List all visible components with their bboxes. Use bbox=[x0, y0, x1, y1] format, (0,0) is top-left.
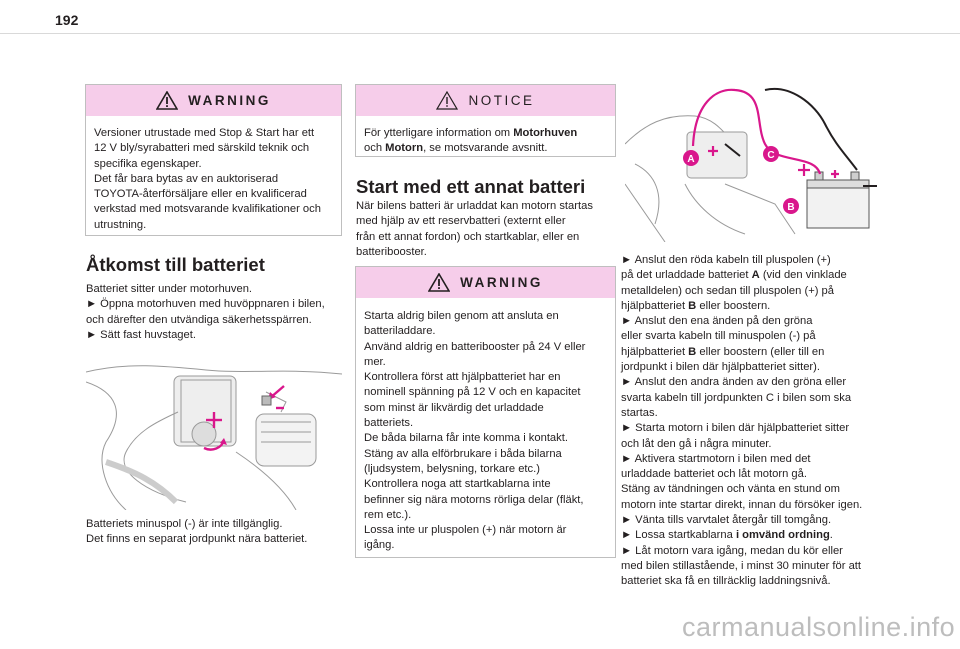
instruction-line: ► Lossa startkablarna i omvänd ordning. bbox=[621, 529, 833, 542]
jump-start-diagram bbox=[625, 84, 883, 242]
warning-body bbox=[86, 116, 341, 241]
warning-line: verkstad med motsvarande kvalifikationer och bbox=[94, 203, 321, 216]
warning-line: De båda bilarna får inte komma i kontakt. bbox=[364, 432, 568, 445]
notice-bold-term: Motorn bbox=[385, 142, 424, 155]
warning-line: utrustning. bbox=[94, 218, 147, 231]
warning-line: igång. bbox=[364, 539, 395, 552]
notice-body bbox=[356, 116, 615, 165]
notice-bold-term: Motorhuven bbox=[513, 127, 578, 139]
warning-line: Stäng av alla elförbrukare i båda bilarna bbox=[364, 447, 562, 460]
diagram-label-a: A bbox=[687, 154, 695, 165]
warning-box-header bbox=[356, 267, 615, 298]
instruction-line: ► Öppna motorhuven med huvöppnaren i bilen, bbox=[86, 298, 325, 311]
instruction-line: och låt den gå i några minuter. bbox=[621, 437, 772, 450]
instruction-line: med bilen stillastående, i minst 30 minuter för att bbox=[621, 559, 862, 572]
warning-line: Starta aldrig bilen genom att ansluta en bbox=[364, 310, 559, 322]
section-heading-battery-access: Åtkomst till batteriet bbox=[86, 254, 265, 275]
warning-line: Det får bara bytas av en auktoriserad bbox=[94, 172, 279, 185]
instruction-line: ► Låt motorn vara igång, medan du kör eller bbox=[621, 544, 843, 557]
engine-bay-illustration bbox=[86, 352, 342, 510]
instruction-line: motorn inte startar direkt, innan du försöker igen. bbox=[621, 498, 863, 511]
instruction-line: ► Starta motorn i bilen där hjälpbatteriet sitter bbox=[621, 422, 850, 435]
intro-line: batteribooster. bbox=[356, 245, 427, 258]
warning-box-battery-type bbox=[85, 84, 342, 236]
instruction-line: ► Aktivera startmotorn i bilen med det bbox=[621, 452, 811, 465]
intro-line: med hjälp av ett reservbatteri (externt eller bbox=[356, 215, 566, 228]
instruction-line: urladdade batteriet och låt motorn gå. bbox=[621, 468, 807, 481]
intro-line: från ett annat fordon) och startkablar, eller en bbox=[356, 230, 580, 243]
instruction-line: batteriet ska få en tillräcklig laddningsnivå. bbox=[621, 575, 831, 588]
warning-line: specifika egenskaper. bbox=[94, 157, 202, 170]
warning-triangle-icon bbox=[428, 273, 450, 292]
instruction-line: Stäng av tändningen och vänta en stund om bbox=[621, 483, 840, 496]
instruction-line: ► Sätt fast huvstaget. bbox=[86, 328, 196, 341]
instruction-line: och därefter den utvändiga säkerhetsspärren. bbox=[86, 313, 312, 326]
warning-line: 12 V bly/syrabatteri med särskild teknik och bbox=[94, 142, 310, 155]
warning-line: batteriladdare. bbox=[364, 325, 436, 338]
instruction-line: Batteriet sitter under motorhuven. bbox=[86, 283, 253, 295]
instruction-line: svarta kabeln till jordpunkten C i bilen som ska bbox=[621, 391, 852, 404]
warning-box-jump-start bbox=[355, 266, 616, 558]
warning-title: WARNING bbox=[460, 275, 543, 290]
diagram-label-c: C bbox=[767, 150, 775, 161]
warning-line: som minst är likvärdig det urladdade bbox=[364, 401, 544, 414]
warning-line: Kontrollera noga att startkablarna inte bbox=[364, 478, 551, 491]
notice-line: För ytterligare information om Motorhuven bbox=[364, 127, 578, 139]
page-number: 192 bbox=[55, 12, 79, 28]
warning-line: (ljudsystem, belysning, torkare etc.) bbox=[364, 462, 540, 475]
intro-line: När bilens batteri är urladdat kan motorn startas bbox=[356, 200, 593, 212]
notice-line: och Motorn, se motsvarande avsnitt. bbox=[364, 142, 548, 155]
instruction-line: ► Anslut den röda kabeln till pluspolen (+) bbox=[621, 254, 831, 266]
instruction-line: ► Anslut den ena änden på den gröna bbox=[621, 315, 813, 328]
warning-line: befinner sig nära motorns rörliga delar (fläkt, bbox=[364, 493, 584, 506]
notice-triangle-icon bbox=[436, 91, 458, 110]
notice-box bbox=[355, 84, 616, 157]
instruction-line: ► Anslut den andra änden av den gröna eller bbox=[621, 376, 847, 389]
warning-line: TOYOTA-återförsäljare eller en kvalificerad bbox=[94, 188, 307, 201]
watermark-text: carmanualsonline.info bbox=[682, 612, 956, 642]
warning-box-header bbox=[86, 85, 341, 116]
diagram-label-b: B bbox=[787, 202, 795, 213]
instruction-line: jordpunkt i bilen där hjälpbatteriet sitter). bbox=[621, 361, 820, 374]
warning-triangle-icon bbox=[156, 91, 178, 110]
top-divider bbox=[0, 33, 960, 34]
caption-line: Batteriets minuspol (-) är inte tillgänglig. bbox=[86, 518, 283, 530]
instruction-line: metalldelen) och sedan till pluspolen (+) på bbox=[621, 284, 834, 297]
warning-line: Kontrollera först att hjälpbatteriet har en bbox=[364, 371, 561, 384]
instruction-line: startas. bbox=[621, 406, 658, 419]
warning-line: mer. bbox=[364, 355, 386, 368]
warning-line: Använd aldrig en batteribooster på 24 V eller bbox=[364, 340, 586, 353]
battery-access-instructions bbox=[86, 282, 356, 343]
warning-line: Versioner utrustade med Stop & Start har ett bbox=[94, 127, 315, 139]
instruction-line: eller svarta kabeln till minuspolen (-) på bbox=[621, 330, 816, 343]
instruction-line: hjälpbatteriet B eller boostern. bbox=[621, 299, 771, 312]
instruction-line: ► Vänta tills varvtalet återgår till tomgång. bbox=[621, 514, 832, 527]
caption-line: Det finns en separat jordpunkt nära batteriet. bbox=[86, 533, 308, 546]
warning-body bbox=[356, 298, 615, 562]
illustration-caption bbox=[86, 517, 356, 548]
warning-title: WARNING bbox=[188, 93, 271, 108]
warning-line: Lossa inte ur pluspolen (+) när motorn är bbox=[364, 524, 567, 537]
warning-line: nominell spänning på 12 V och en kapacitet bbox=[364, 386, 581, 399]
jump-start-intro bbox=[356, 199, 616, 260]
warning-line: rem etc.). bbox=[364, 508, 412, 521]
notice-box-header bbox=[356, 85, 615, 116]
notice-title: NOTICE bbox=[468, 93, 535, 108]
jump-start-instructions bbox=[621, 253, 901, 590]
warning-line: batteriets. bbox=[364, 417, 414, 430]
instruction-line: på det urladdade batteriet A (vid den vinklade bbox=[621, 269, 847, 282]
instruction-line: hjälpbatteriet B eller boostern (eller till en bbox=[621, 345, 825, 358]
section-heading-jump-start: Start med ett annat batteri bbox=[356, 176, 586, 197]
